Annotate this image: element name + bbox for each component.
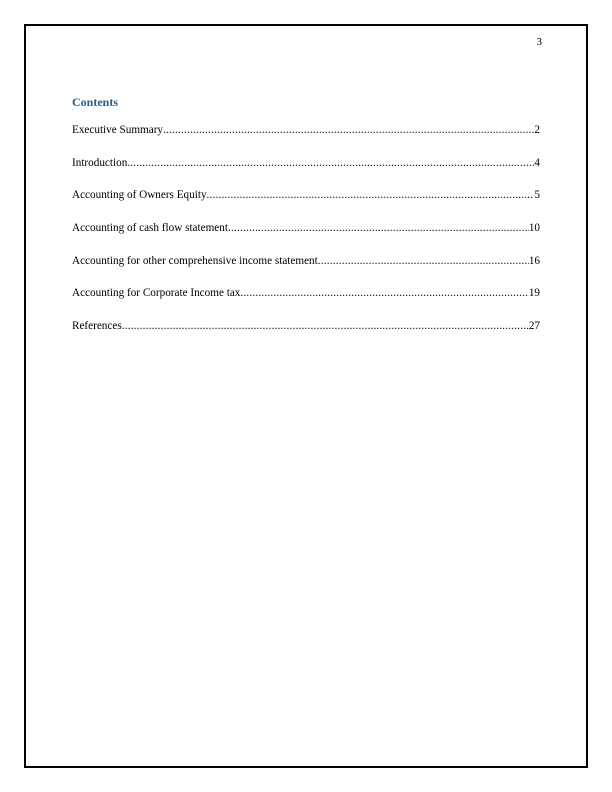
toc-entry-references[interactable] xyxy=(72,319,540,352)
toc-entry-comprehensive-income[interactable] xyxy=(72,254,540,287)
dot-leader xyxy=(240,286,528,300)
toc-entry-title: Accounting for other comprehensive income statement xyxy=(72,254,318,267)
toc-entry-executive-summary[interactable] xyxy=(72,123,540,156)
toc-entry-title: References xyxy=(72,320,122,333)
table-of-contents xyxy=(72,123,540,352)
dot-leader xyxy=(318,254,529,268)
toc-entry-title: Introduction xyxy=(72,156,128,169)
toc-entry-page: 16 xyxy=(528,254,540,267)
toc-entry-title: Accounting of Owners Equity xyxy=(72,189,207,202)
dot-leader xyxy=(127,156,534,170)
toc-entry-title: Accounting for Corporate Income tax xyxy=(72,287,241,300)
toc-entry-page: 19 xyxy=(528,287,540,300)
toc-entry-title: Accounting of cash flow statement xyxy=(72,222,228,235)
dot-leader xyxy=(163,123,534,137)
toc-heading: Contents xyxy=(72,95,119,109)
toc-entry-page: 2 xyxy=(534,124,540,136)
toc-entry-corporate-income-tax[interactable] xyxy=(72,286,540,319)
dot-leader xyxy=(122,319,529,333)
toc-entry-title: Executive Summary xyxy=(72,124,164,136)
toc-entry-page: 10 xyxy=(528,222,540,235)
page-number: 3 xyxy=(536,36,542,48)
toc-entry-cash-flow-statement[interactable] xyxy=(72,221,540,254)
toc-entry-page: 5 xyxy=(534,189,540,202)
dot-leader xyxy=(207,188,535,202)
dot-leader xyxy=(228,221,529,235)
toc-entry-page: 4 xyxy=(534,156,540,169)
toc-entry-introduction[interactable] xyxy=(72,156,540,189)
toc-entry-page: 27 xyxy=(528,320,540,333)
toc-entry-owners-equity[interactable] xyxy=(72,188,540,221)
